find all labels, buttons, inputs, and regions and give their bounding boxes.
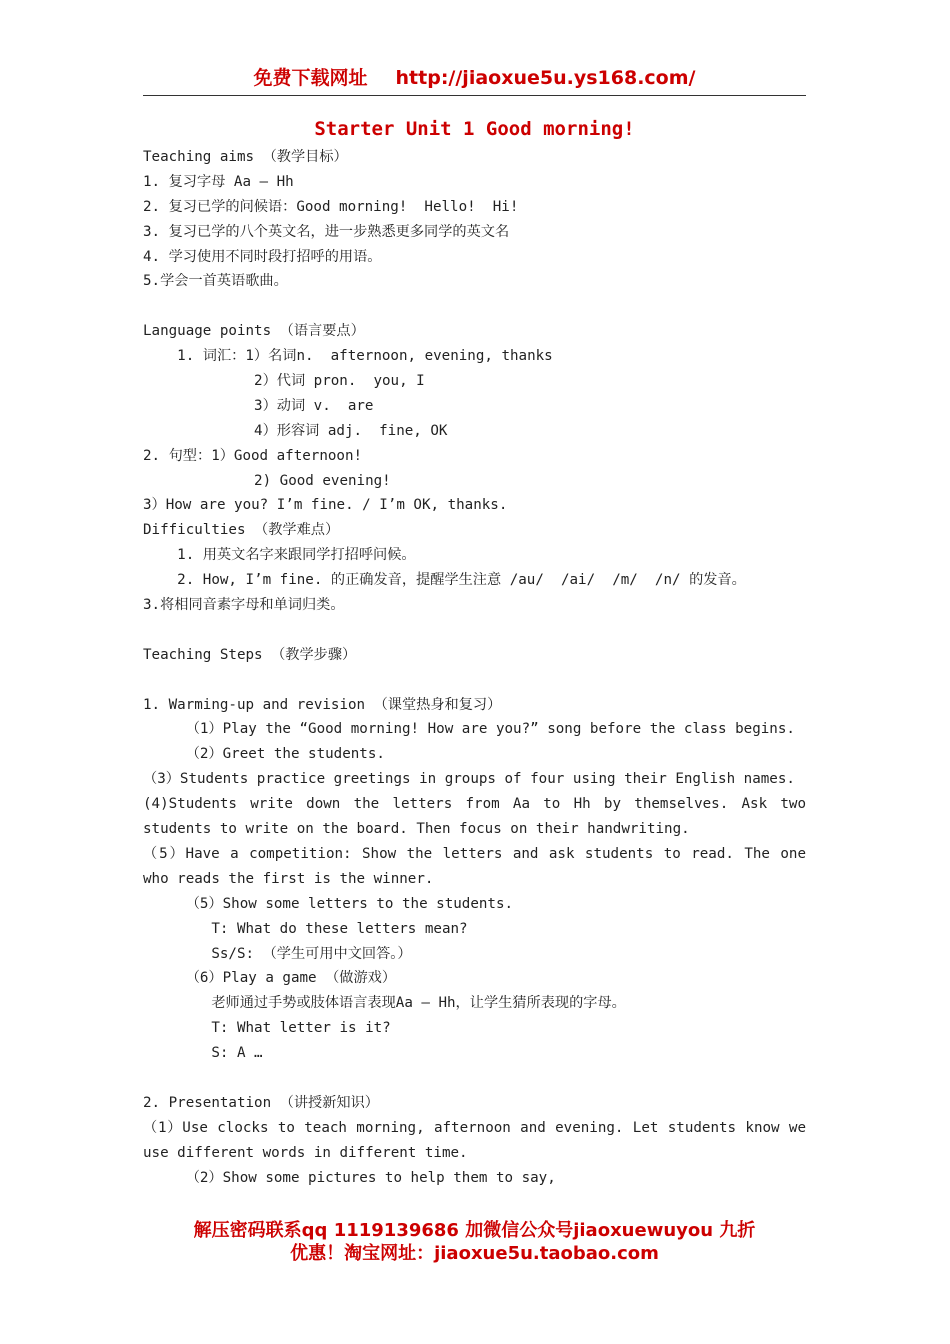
page-header [143,62,806,96]
text-line: 4）形容词 adj. fine, OK [143,422,448,439]
text-line: 2）代词 pron. you, I [143,373,425,390]
text-line: 3.将相同音素字母和单词归类。 [143,597,345,614]
text-line: （6）Play a game （做游戏） [143,970,397,987]
text-line: S: A … [143,1045,263,1062]
text-line: Ss/S: （学生可用中文回答。） [143,945,412,962]
page-footer [143,1219,806,1265]
document-body [143,145,806,1191]
header-site-label: 免费下载网址 [253,67,368,89]
text-line: （3）Students practice greetings in groups of four using their English names. [143,771,795,788]
text-line: 3. 复习已学的八个英文名，进一步熟悉更多同学的英文名 [143,223,510,240]
text-line: 5.学会一首英语歌曲。 [143,273,288,290]
text-line: Difficulties （教学难点） [143,522,340,539]
text-line: 老师通过手势或肢体语言表现Aa — Hh，让学生猜所表现的字母。 [143,995,626,1012]
document-title: Starter Unit 1 Good morning! [314,118,635,140]
footer-line-2: 优惠！淘宝网址：jiaoxue5u.taobao.com [290,1243,659,1264]
text-line: 2. Presentation （讲授新知识） [143,1094,379,1111]
text-line: 2. How, I’m fine. 的正确发音，提醒学生注意 /au/ /ai/ /m/ /n/ 的发音。 [143,572,746,589]
text-line: 1. 用英文名字来跟同学打招呼问候。 [143,547,416,564]
text-line: 1. Warming-up and revision （课堂热身和复习） [143,696,502,713]
body-block-pictures [143,1166,806,1191]
text-line: Teaching aims （教学目标） [143,149,348,165]
text-line: 2. 复习已学的问候语：Good morning! Hello! Hi! [143,198,519,215]
header-site-url[interactable]: http://jiaoxue5u.ys168.com/ [395,67,696,89]
text-line: （5）Have a competition: Show the letters and ask students to read. The one who reads the first is the winner. [143,845,806,887]
text-line: 1. 复习字母 Aa — Hh [143,173,294,190]
text-line: （1）Use clocks to teach morning, afternoon and evening. Let students know we use different words in different time. [143,1119,806,1161]
text-line [143,668,806,693]
text-line: （1）Play the “Good morning! How are you?” song before the class begins. [143,721,795,738]
text-line: （5）Show some letters to the students. [143,895,514,912]
text-line: 1. 词汇：1）名词n. afternoon, evening, thanks [143,348,553,365]
text-line: (4)Students write down the letters from Aa to Hh by themselves. Ask two students to write on the board. Then focus on their handwriting. [143,796,806,838]
text-line: T: What letter is it? [143,1020,391,1037]
text-line: 2) Good evening! [143,472,391,489]
text-line: Teaching Steps （教学步骤） [143,646,357,663]
text-line [143,1066,806,1091]
text-line: 3）动词 v. are [143,397,374,414]
text-line: （2）Greet the students. [143,746,385,763]
text-line: 2. 句型：1）Good afternoon! [143,447,363,464]
body-block-game [143,892,806,1116]
body-block-warmup-wrapped [143,767,806,892]
text-line: T: What do these letters mean? [143,920,468,937]
text-line: 3）How are you? I’m fine. / I’m OK, thanks. [143,497,508,514]
body-block-presentation-wrapped [143,1116,806,1166]
text-line [143,618,806,643]
text-line: 4. 学习使用不同时段打招呼的用语。 [143,248,382,265]
text-line: Language points （语言要点） [143,323,365,340]
body-block-aims-points [143,145,806,767]
text-line: （2）Show some pictures to help them to say, [143,1169,556,1186]
text-line [143,294,806,319]
footer-line-1: 解压密码联系qq 1119139686 加微信公众号jiaoxuewuyou 九折 [193,1220,756,1241]
